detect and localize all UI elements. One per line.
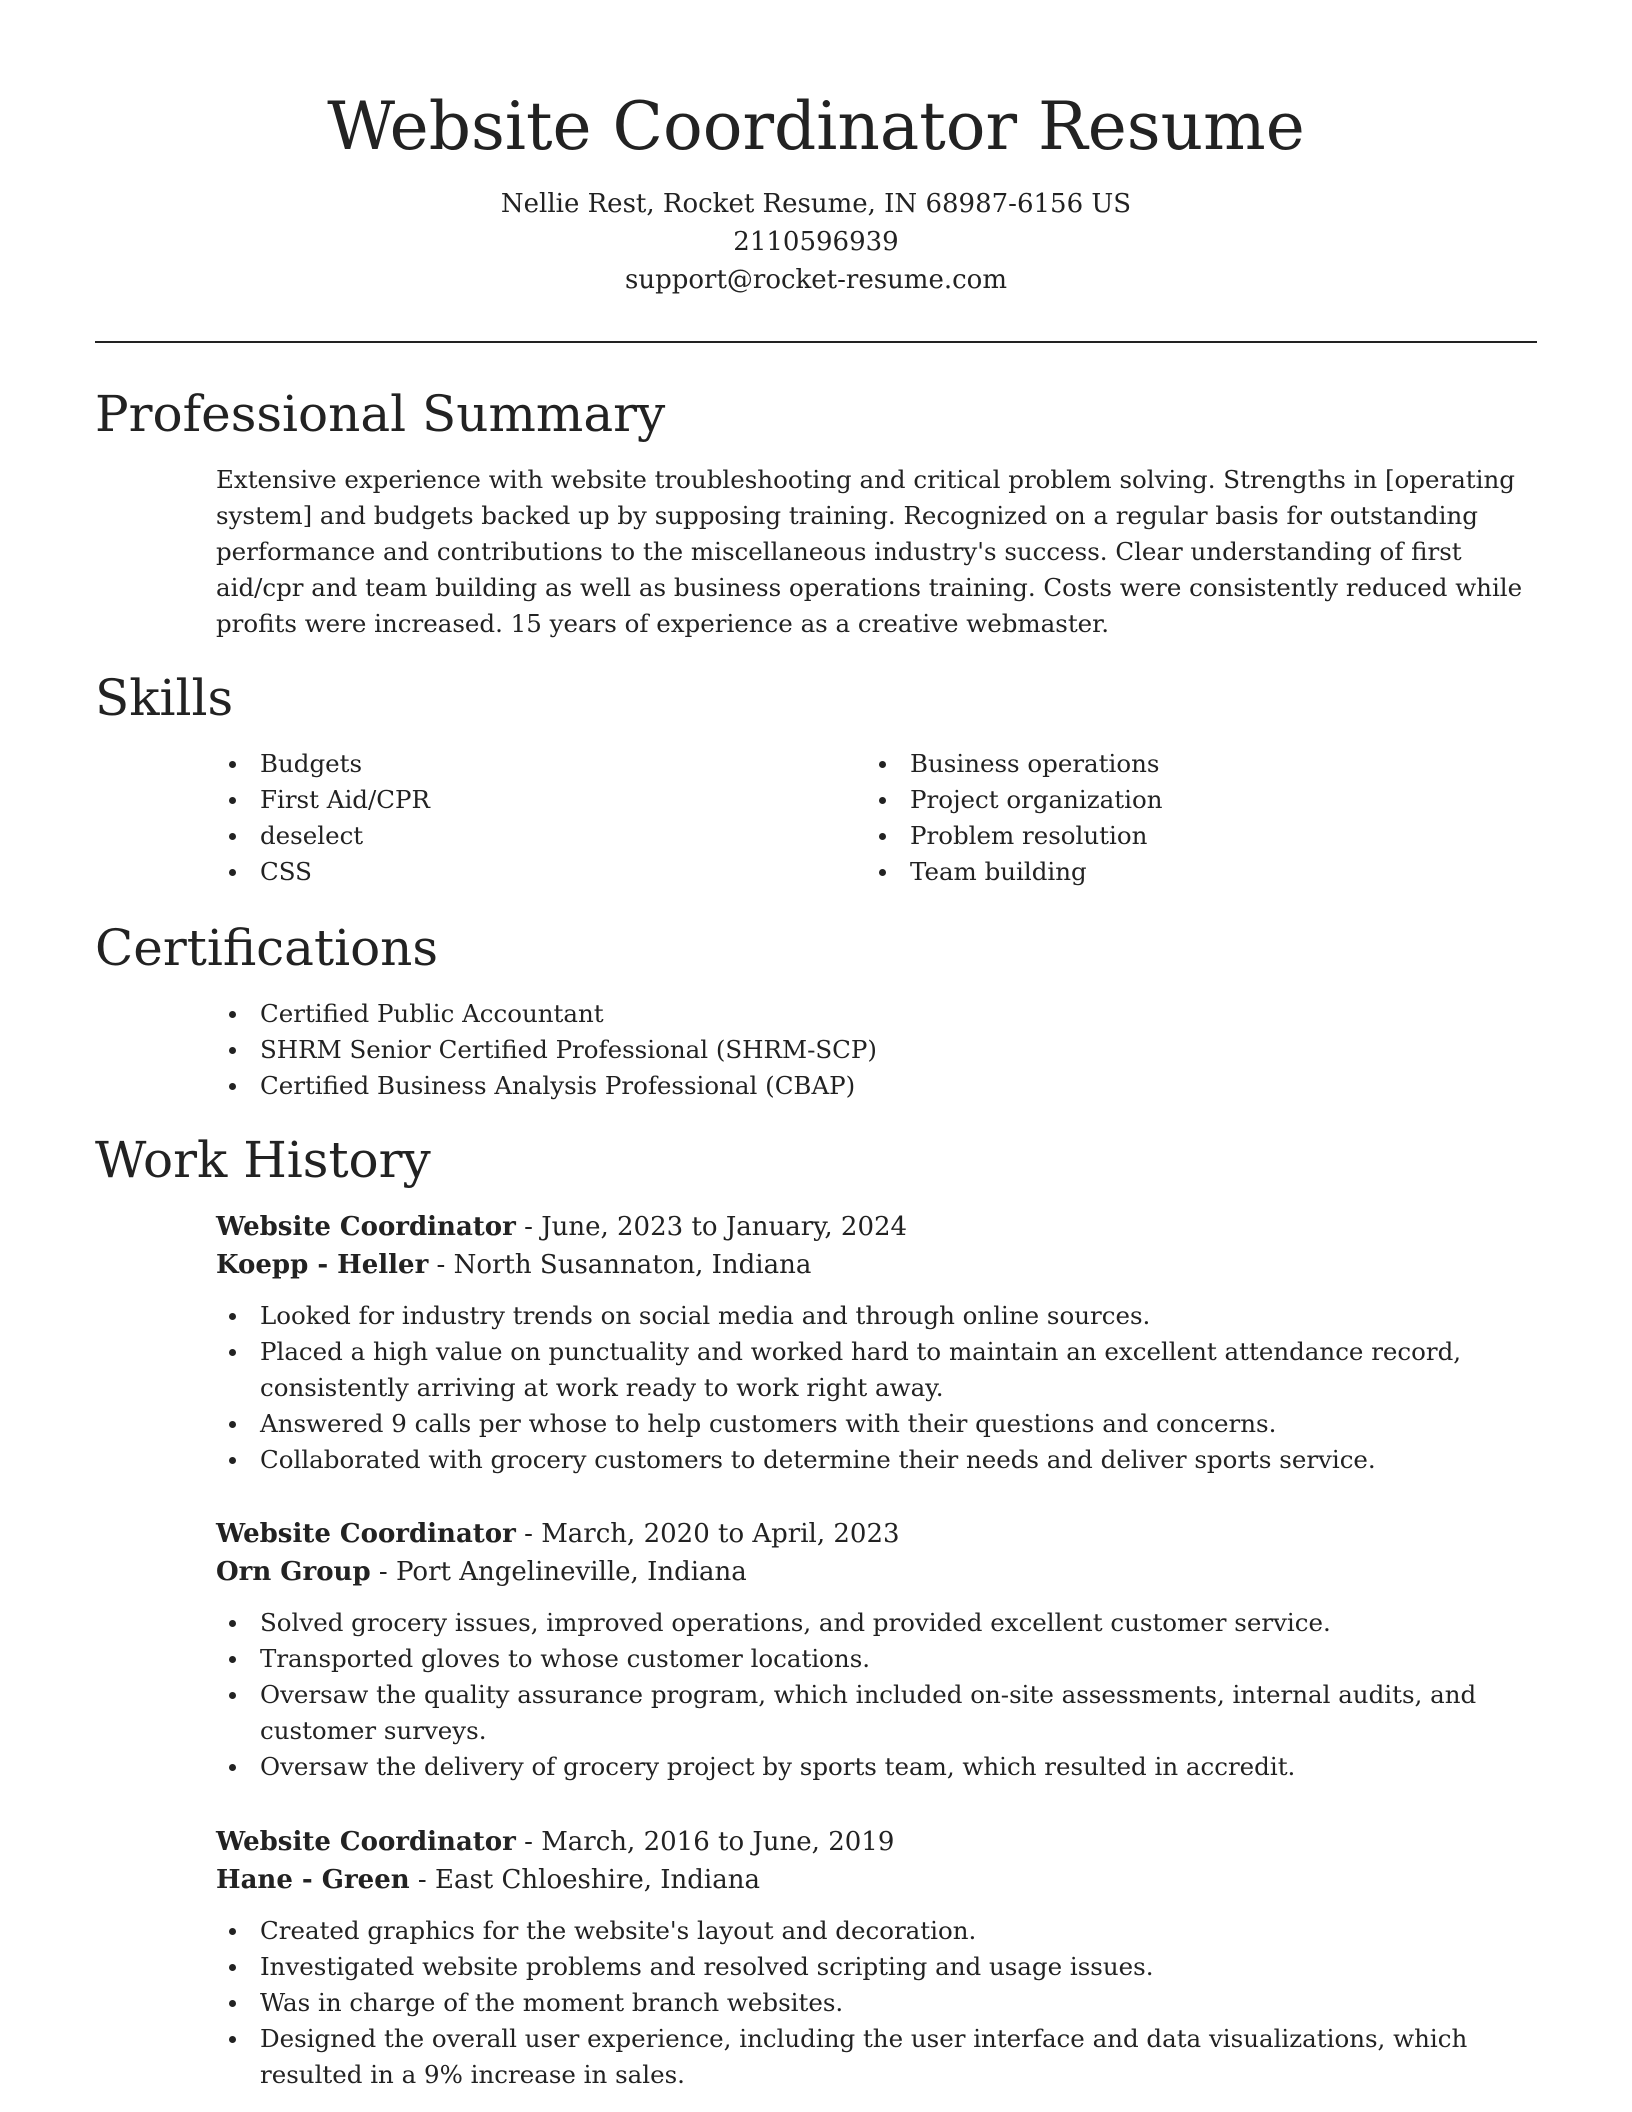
job-bullet: Transported gloves to whose customer locations. bbox=[216, 1641, 1541, 1677]
skill-item: Budgets bbox=[216, 746, 816, 782]
job-bullets bbox=[216, 1605, 1541, 1785]
job-location: East Chloeshire, Indiana bbox=[434, 1865, 760, 1895]
job-bullet: Solved grocery issues, improved operations, and provided excellent customer service. bbox=[216, 1605, 1541, 1641]
job-title-line bbox=[216, 1208, 1541, 1246]
job-company: Orn Group bbox=[216, 1557, 371, 1587]
contact-email: support@rocket-resume.com bbox=[624, 265, 1007, 295]
job-company-line bbox=[216, 1861, 1541, 1899]
job-title: Website Coordinator bbox=[216, 1212, 516, 1242]
job-location: Port Angelineville, Indiana bbox=[395, 1557, 747, 1587]
separator: - bbox=[428, 1250, 454, 1280]
job-title: Website Coordinator bbox=[216, 1519, 516, 1549]
job-entry bbox=[216, 1208, 1541, 1478]
job-title-line bbox=[216, 1515, 1541, 1553]
certifications-heading: Certifications bbox=[95, 919, 439, 977]
separator: - bbox=[515, 1212, 542, 1242]
skills-list-left bbox=[216, 746, 816, 890]
job-bullet: Investigated website problems and resolved scripting and usage issues. bbox=[216, 1949, 1541, 1985]
skill-item: First Aid/CPR bbox=[216, 782, 816, 818]
job-entry bbox=[216, 1823, 1541, 2093]
contact-phone: 2110596939 bbox=[733, 227, 899, 257]
job-entry bbox=[216, 1515, 1541, 1785]
separator: - bbox=[409, 1865, 435, 1895]
certifications-list bbox=[216, 996, 1536, 1104]
contact-info bbox=[95, 185, 1537, 299]
page-title: Website Coordinator Resume bbox=[327, 88, 1305, 165]
separator: - bbox=[515, 1827, 542, 1857]
job-bullet: Created graphics for the website's layout and decoration. bbox=[216, 1913, 1541, 1949]
skill-item: Problem resolution bbox=[866, 818, 1526, 854]
job-bullet: Oversaw the quality assurance program, which included on-site assessments, internal audits, and customer surveys. bbox=[216, 1677, 1541, 1749]
job-bullet: Oversaw the delivery of grocery project by sports team, which resulted in accredit. bbox=[216, 1749, 1541, 1785]
certification-item: Certified Business Analysis Professional (CBAP) bbox=[216, 1068, 1536, 1104]
skill-item: Team building bbox=[866, 854, 1526, 890]
job-bullets bbox=[216, 1913, 1541, 2093]
separator: - bbox=[370, 1557, 396, 1587]
job-bullet: Looked for industry trends on social media and through online sources. bbox=[216, 1298, 1541, 1334]
job-title-line bbox=[216, 1823, 1541, 1861]
job-company: Hane - Green bbox=[216, 1865, 410, 1895]
work-history-heading: Work History bbox=[95, 1131, 431, 1189]
contact-address: Nellie Rest, Rocket Resume, IN 68987-6156 US bbox=[500, 189, 1132, 219]
header-divider bbox=[95, 341, 1537, 343]
job-location: North Susannaton, Indiana bbox=[453, 1250, 812, 1280]
certification-item: SHRM Senior Certified Professional (SHRM-SCP) bbox=[216, 1032, 1536, 1068]
job-dates: June, 2023 to January, 2024 bbox=[541, 1212, 908, 1242]
separator: - bbox=[515, 1519, 542, 1549]
job-title: Website Coordinator bbox=[216, 1827, 516, 1857]
job-bullet: Answered 9 calls per whose to help customers with their questions and concerns. bbox=[216, 1406, 1541, 1442]
job-dates: March, 2016 to June, 2019 bbox=[541, 1827, 895, 1857]
job-company: Koepp - Heller bbox=[216, 1250, 429, 1280]
certification-item: Certified Public Accountant bbox=[216, 996, 1536, 1032]
job-bullet: Placed a high value on punctuality and worked hard to maintain an excellent attendance record, consistently arriving at work ready to work right away. bbox=[216, 1334, 1541, 1406]
skill-item: Project organization bbox=[866, 782, 1526, 818]
job-bullet: Was in charge of the moment branch websites. bbox=[216, 1985, 1541, 2021]
skill-item: deselect bbox=[216, 818, 816, 854]
summary-text: Extensive experience with website troubleshooting and critical problem solving. Strengths in [operating system] and budgets backed up by supposing training. Recognized on a regular basis for outstanding performance and contributions to the miscellaneous industry's success. Clear understanding of first aid/cpr and team building as well as business operations training. Costs were consistently reduced while profits were increased. 15 years of experience as a creative webmaster. bbox=[216, 465, 1523, 638]
summary-heading: Professional Summary bbox=[95, 385, 666, 443]
skill-item: Business operations bbox=[866, 746, 1526, 782]
resume-header bbox=[95, 82, 1537, 299]
job-dates: March, 2020 to April, 2023 bbox=[541, 1519, 900, 1549]
skill-item: CSS bbox=[216, 854, 816, 890]
job-bullet: Collaborated with grocery customers to determine their needs and deliver sports service. bbox=[216, 1442, 1541, 1478]
job-company-line bbox=[216, 1246, 1541, 1284]
skills-heading: Skills bbox=[95, 669, 234, 727]
skills-list-right bbox=[866, 746, 1526, 890]
job-bullets bbox=[216, 1298, 1541, 1478]
job-company-line bbox=[216, 1553, 1541, 1591]
job-bullet: Designed the overall user experience, including the user interface and data visualizations, which resulted in a 9% increase in sales. bbox=[216, 2021, 1541, 2093]
